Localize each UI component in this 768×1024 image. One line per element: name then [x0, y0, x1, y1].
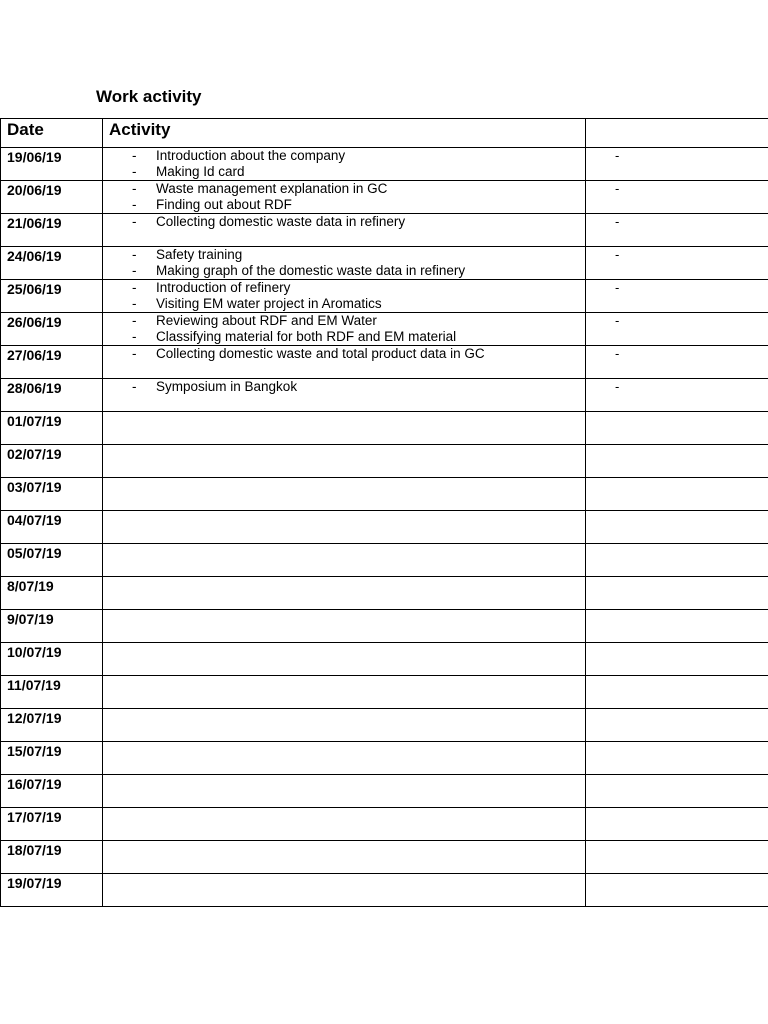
date-cell: 03/07/19 [1, 478, 103, 511]
date-cell: 05/07/19 [1, 544, 103, 577]
table-row [1, 412, 768, 445]
extra-cell: - [586, 313, 768, 346]
activity-cell [103, 742, 586, 775]
page-title: Work activity [96, 87, 202, 106]
extra-cell [586, 808, 768, 841]
extra-header-label [586, 119, 768, 120]
activity-list [103, 346, 585, 362]
activity-item [103, 329, 585, 345]
date-cell: 26/06/19 [1, 313, 103, 346]
dash-bullet-icon: - [132, 214, 137, 229]
activity-cell [103, 412, 586, 445]
activity-item [103, 148, 585, 164]
dash-bullet-icon: - [132, 280, 137, 295]
dash-bullet-icon: - [132, 181, 137, 196]
activity-item [103, 181, 585, 197]
date-header-label: Date [7, 120, 44, 139]
activity-list [103, 379, 585, 395]
activity-item [103, 247, 585, 263]
activity-cell [103, 214, 586, 247]
table-row [1, 544, 768, 577]
table-row [1, 841, 768, 874]
extra-cell [586, 577, 768, 610]
extra-cell [586, 445, 768, 478]
table-row [1, 313, 768, 346]
extra-cell [586, 511, 768, 544]
table-row [1, 676, 768, 709]
date-cell: 16/07/19 [1, 775, 103, 808]
extra-cell: - [586, 148, 768, 181]
extra-cell: - [586, 181, 768, 214]
date-cell: 19/06/19 [1, 148, 103, 181]
date-cell: 04/07/19 [1, 511, 103, 544]
dash-bullet-icon: - [132, 163, 137, 179]
activity-item [103, 197, 585, 213]
date-column-header [1, 119, 103, 148]
activity-text: Introduction of refinery [156, 280, 291, 295]
activity-cell [103, 775, 586, 808]
table-body [1, 148, 768, 907]
table-row [1, 775, 768, 808]
table-row [1, 643, 768, 676]
date-cell: 01/07/19 [1, 412, 103, 445]
activity-cell [103, 643, 586, 676]
activity-list [103, 214, 585, 230]
activity-item [103, 263, 585, 279]
activity-text: Making graph of the domestic waste data in refinery [156, 262, 466, 278]
table-row [1, 247, 768, 280]
date-cell: 15/07/19 [1, 742, 103, 775]
extra-cell: - [586, 247, 768, 280]
dash-bullet-icon: - [132, 379, 137, 394]
date-cell: 11/07/19 [1, 676, 103, 709]
activity-list [103, 247, 585, 278]
activity-text: Reviewing about RDF and EM Water [156, 313, 377, 328]
activity-text: Introduction about the company [156, 148, 346, 163]
extra-cell [586, 412, 768, 445]
extra-cell [586, 643, 768, 676]
activity-text: Visiting EM water project in Aromatics [156, 295, 382, 311]
activity-text: Symposium in Bangkok [156, 379, 298, 394]
date-cell: 21/06/19 [1, 214, 103, 247]
activity-cell [103, 247, 586, 280]
activity-cell [103, 874, 586, 907]
extra-cell [586, 610, 768, 643]
activity-cell [103, 181, 586, 214]
date-cell: 20/06/19 [1, 181, 103, 214]
dash-bullet-icon: - [132, 196, 137, 212]
activity-cell [103, 478, 586, 511]
date-cell: 10/07/19 [1, 643, 103, 676]
activity-text: Making Id card [156, 163, 245, 179]
activity-text: Safety training [156, 247, 243, 262]
table-row [1, 280, 768, 313]
dash-bullet-icon: - [132, 328, 137, 344]
activity-cell [103, 808, 586, 841]
table-header [1, 119, 768, 148]
date-cell: 17/07/19 [1, 808, 103, 841]
extra-column-header [586, 119, 768, 148]
activity-list [103, 148, 585, 179]
date-cell: 9/07/19 [1, 610, 103, 643]
extra-cell: - [586, 280, 768, 313]
activity-text: Finding out about RDF [156, 196, 292, 212]
activity-text: Collecting domestic waste data in refinery [156, 214, 406, 229]
table-row [1, 742, 768, 775]
activity-item [103, 379, 585, 395]
extra-cell [586, 841, 768, 874]
dash-bullet-icon: - [132, 262, 137, 278]
extra-cell [586, 709, 768, 742]
date-cell: 19/07/19 [1, 874, 103, 907]
activity-item [103, 296, 585, 312]
table-row [1, 379, 768, 412]
date-cell: 27/06/19 [1, 346, 103, 379]
table-row [1, 214, 768, 247]
activity-cell [103, 709, 586, 742]
activity-cell [103, 577, 586, 610]
extra-cell: - [586, 214, 768, 247]
extra-cell: - [586, 346, 768, 379]
dash-bullet-icon: - [132, 346, 137, 361]
activity-cell [103, 610, 586, 643]
table-row [1, 445, 768, 478]
activity-text: Classifying material for both RDF and EM material [156, 328, 457, 344]
dash-bullet-icon: - [132, 148, 137, 163]
table-row [1, 346, 768, 379]
date-cell: 25/06/19 [1, 280, 103, 313]
activity-item [103, 164, 585, 180]
activity-item [103, 346, 585, 362]
activity-cell [103, 511, 586, 544]
activity-cell [103, 148, 586, 181]
date-cell: 28/06/19 [1, 379, 103, 412]
activity-column-header [103, 119, 586, 148]
date-cell: 02/07/19 [1, 445, 103, 478]
activity-item [103, 280, 585, 296]
table-row [1, 709, 768, 742]
extra-cell [586, 742, 768, 775]
table-row [1, 511, 768, 544]
activity-item [103, 214, 585, 230]
extra-cell: - [586, 379, 768, 412]
extra-cell [586, 874, 768, 907]
activity-cell [103, 676, 586, 709]
activity-cell [103, 313, 586, 346]
table-row [1, 577, 768, 610]
activity-list [103, 313, 585, 344]
extra-cell [586, 478, 768, 511]
activity-list [103, 181, 585, 212]
table-row [1, 808, 768, 841]
activity-header-label: Activity [109, 120, 171, 139]
extra-cell [586, 544, 768, 577]
activity-text: Collecting domestic waste and total product data in GC [156, 346, 485, 361]
table-row [1, 478, 768, 511]
date-cell: 18/07/19 [1, 841, 103, 874]
activity-cell [103, 445, 586, 478]
activity-cell [103, 544, 586, 577]
activity-cell [103, 379, 586, 412]
table-row [1, 874, 768, 907]
activity-cell [103, 346, 586, 379]
activity-list [103, 280, 585, 311]
table-row [1, 148, 768, 181]
dash-bullet-icon: - [132, 247, 137, 262]
activity-cell [103, 280, 586, 313]
activity-cell [103, 841, 586, 874]
date-cell: 24/06/19 [1, 247, 103, 280]
extra-cell [586, 775, 768, 808]
work-activity-table [0, 118, 768, 907]
table-row [1, 610, 768, 643]
date-cell: 8/07/19 [1, 577, 103, 610]
table-row [1, 181, 768, 214]
dash-bullet-icon: - [132, 313, 137, 328]
activity-text: Waste management explanation in GC [156, 181, 388, 196]
date-cell: 12/07/19 [1, 709, 103, 742]
extra-cell [586, 676, 768, 709]
activity-item [103, 313, 585, 329]
dash-bullet-icon: - [132, 295, 137, 311]
